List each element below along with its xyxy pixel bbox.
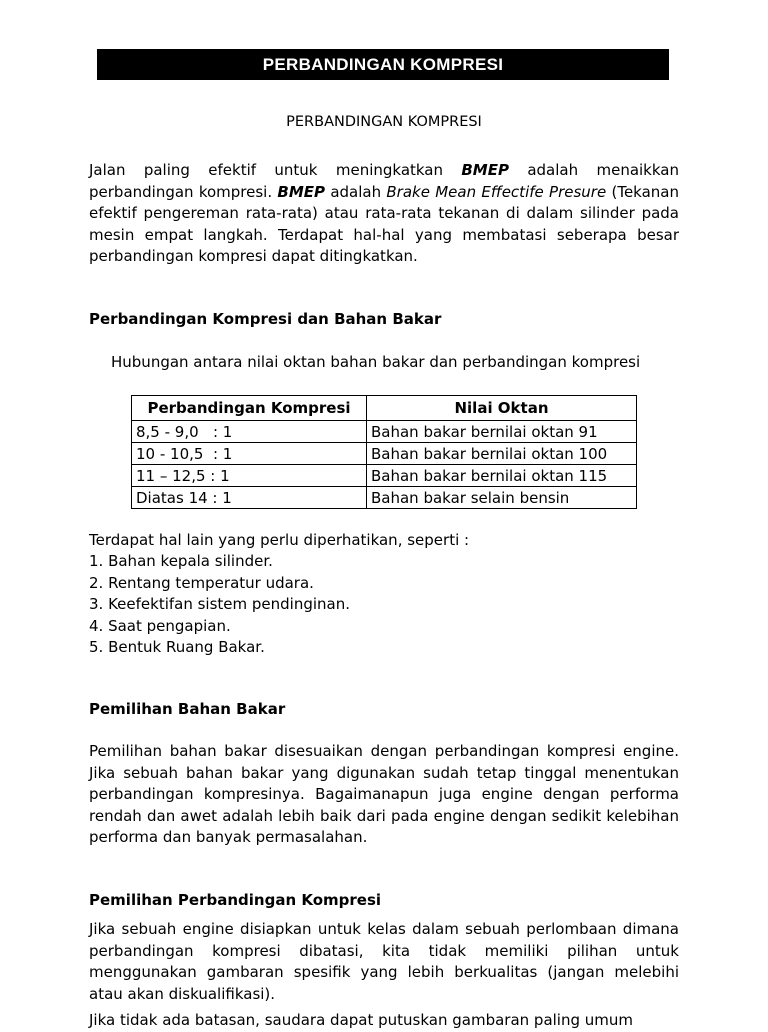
table-cell-ratio: 8,5 - 9,0 : 1 (132, 421, 367, 443)
intro-text-1: Jalan paling efektif untuk meningkatkan (89, 161, 462, 179)
column-header-kompresi: Perbandingan Kompresi (132, 396, 367, 421)
bmep-term-2: BMEP (277, 182, 326, 201)
section-heading-pemilihan-bahan-bakar: Pemilihan Bahan Bakar (89, 700, 286, 718)
table-cell-octane: Bahan bakar selain bensin (367, 487, 637, 509)
column-header-oktan: Nilai Oktan (367, 396, 637, 421)
table-row (132, 421, 637, 443)
section-heading-kompresi-bahan-bakar: Perbandingan Kompresi dan Bahan Bakar (89, 310, 442, 328)
list-item: 3. Keefektifan sistem pendinginan. (89, 595, 351, 613)
table-caption: Hubungan antara nilai oktan bahan bakar dan perbandingan kompresi (111, 353, 641, 371)
bmep-term-1: BMEP (461, 161, 509, 179)
list-item: 5. Bentuk Ruang Bakar. (89, 638, 265, 656)
section-heading-pemilihan-kompresi: Pemilihan Perbandingan Kompresi (89, 891, 382, 909)
intro-text-4: (Tekanan efektif pengereman rata-rata) atau rata-rata tekanan di dalam silinder pada mesin empat langkah. Terdapat hal-hal yang membatasi seberapa besar perbandingan kompresi dapat ditingkatkan. (89, 182, 679, 265)
table-cell-octane: Bahan bakar bernilai oktan 100 (367, 443, 637, 465)
table-cell-octane: Bahan bakar bernilai oktan 115 (367, 465, 637, 487)
intro-text-2: adalah menaikkan perbandingan kompresi. (89, 161, 679, 201)
document-title: PERBANDINGAN KOMPRESI (286, 114, 482, 130)
list-item: 2. Rentang temperatur udara. (89, 573, 314, 592)
table-row (132, 487, 637, 509)
table-cell-ratio: 10 - 10,5 : 1 (132, 443, 367, 465)
list-item: 4. Saat pengapian. (89, 616, 231, 635)
octane-table (131, 395, 637, 509)
list-item: 1. Bahan kepala silinder. (89, 552, 273, 570)
intro-text-3: adalah (325, 182, 387, 201)
table-cell-octane: Bahan bakar bernilai oktan 91 (367, 421, 637, 443)
table-row (132, 443, 637, 465)
compression-selection-paragraph-2: Jika tidak ada batasan, saudara dapat putuskan gambaran paling umum (89, 1011, 634, 1029)
bmep-definition: Brake Mean Effectife Presure (386, 182, 607, 201)
table-cell-ratio: 11 – 12,5 : 1 (132, 465, 367, 487)
table-cell-ratio: Diatas 14 : 1 (132, 487, 367, 509)
fuel-selection-paragraph: Pemilihan bahan bakar disesuaikan dengan perbandingan kompresi engine. Jika sebuah bahan bakar yang digunakan sudah tetap tinggal menentukan perbandingan kompresinya. Bagaimanapun juga engine dengan performa rendah dan awet adalah lebih baik dari pada engine dengan sedikit kelebihan performa dan banyak permasalahan. (89, 742, 679, 846)
table-row (132, 465, 637, 487)
factors-intro: Terdapat hal lain yang perlu diperhatikan, seperti : (89, 531, 470, 549)
table-header-row (132, 396, 637, 421)
compression-selection-paragraph: Jika sebuah engine disiapkan untuk kelas dalam sebuah perlombaan dimana perbandingan kompresi dibatasi, kita tidak memiliki pilihan untuk menggunakan gambaran spesifik yang lebih berkualitas (jangan melebihi atau akan diskualifikasi). (89, 920, 679, 1003)
document-banner: PERBANDINGAN KOMPRESI (97, 49, 669, 80)
intro-paragraph (89, 160, 679, 268)
factors-list (89, 551, 350, 659)
